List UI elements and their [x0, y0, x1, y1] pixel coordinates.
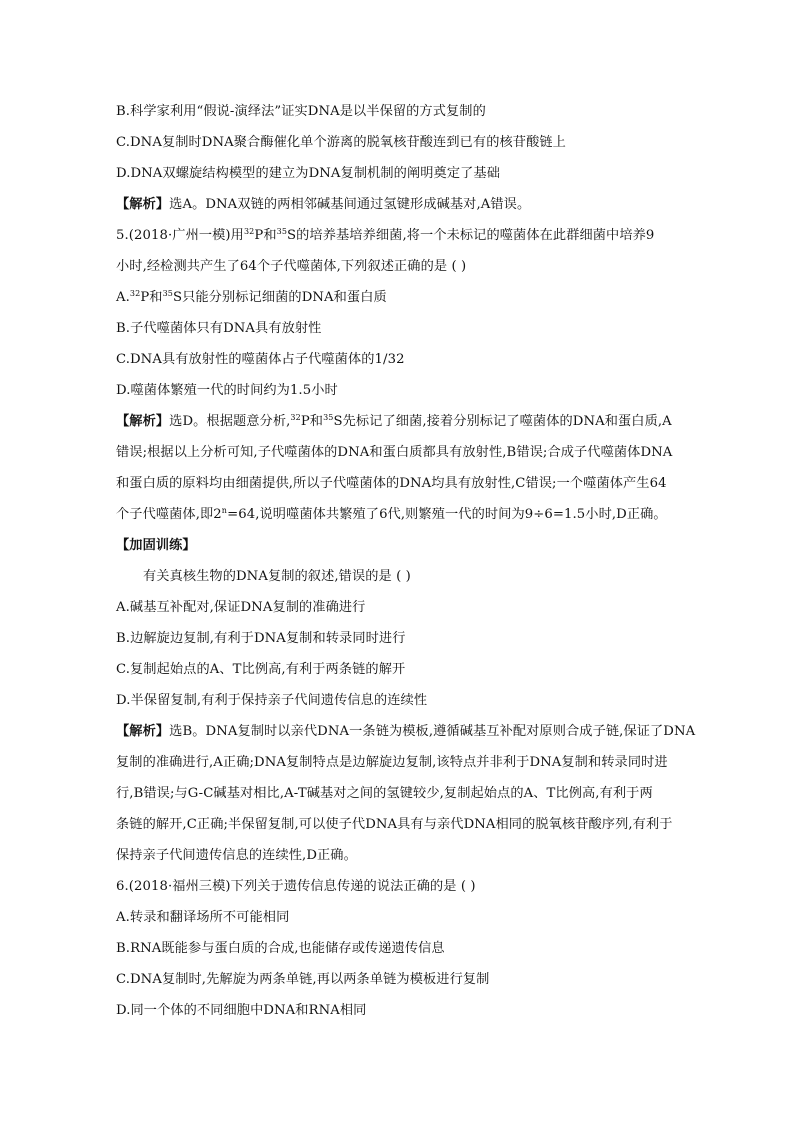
reinforcement-option-a: A.碱基互补配对,保证DNA复制的准确进行 — [116, 600, 366, 615]
q5-text-c: S的培养基培养细菌,将一个未标记的噬菌体在此群细菌中培养9 — [287, 228, 655, 243]
q5-analysis-line-2: 错误;根据以上分析可知,子代噬菌体的DNA和蛋白质都具有放射性,B错误;合成子代噬菌体DNA — [116, 445, 673, 460]
reinforcement-question: 有关真核生物的DNA复制的叙述,错误的是 ( ) — [143, 569, 411, 584]
option-b-line: B.科学家利用“假说-演绎法”证实DNA是以半保留的方式复制的 — [116, 104, 486, 119]
q5-analysis-c: S先标记了细菌,接着分别标记了噬菌体的DNA和蛋白质,A — [333, 414, 672, 429]
q5a-text-b: P和 — [140, 290, 163, 305]
q5a-sup-35: 35 — [162, 289, 173, 298]
q5-text-a: 5.(2018·广州一模)用 — [116, 228, 244, 243]
q5-analysis-a: 选D。根据题意分析, — [169, 414, 291, 429]
q5-sup-35: 35 — [276, 227, 288, 236]
q5-option-a — [116, 288, 716, 308]
q5-analysis-line-3: 和蛋白质的原料均由细菌提供,所以子代噬菌体的DNA均具有放射性,C错误;一个噬菌体产生64 — [116, 476, 667, 491]
reinforcement-option-d: D.半保留复制,有利于保持亲子代间遗传信息的连续性 — [116, 693, 428, 708]
q5a-text-c: S只能分别标记细菌的DNA和蛋白质 — [172, 290, 387, 305]
reinforcement-analysis-line-4: 条链的解开,C正确;半保留复制,可以使子代DNA具有与亲代DNA相同的脱氧核苷酸序列,有利于 — [116, 817, 673, 832]
q5-analysis-line-4 — [116, 505, 716, 525]
q5a-text-a: A. — [116, 290, 130, 305]
q5-option-d: D.噬菌体繁殖一代的时间约为1.5小时 — [116, 383, 338, 398]
reinforcement-analysis-line-5: 保持亲子代间遗传信息的连续性,D正确。 — [116, 848, 357, 863]
option-d-line: D.DNA双螺旋结构模型的建立为DNA复制机制的阐明奠定了基础 — [116, 166, 500, 181]
reinforcement-analysis-text: 选B。DNA复制时以亲代DNA一条链为模板,遵循碱基互补配对原则合成子链,保证了DNA — [169, 724, 696, 739]
question-5-line-2: 小时,经检测共产生了64个子代噬菌体,下列叙述正确的是 ( ) — [116, 259, 467, 274]
reinforcement-analysis-line-3: 行,B错误;与G-C碱基对相比,A-T碱基对之间的氢键较少,复制起始点的A、T比例高,有利于两 — [116, 786, 653, 801]
analysis-text: 选A。DNA双链的两相邻碱基间通过氢键形成碱基对,A错误。 — [169, 197, 531, 212]
reinforcement-option-c: C.复制起始点的A、T比例高,有利于两条链的解开 — [116, 662, 406, 677]
reinforcement-analysis-line-2: 复制的准确进行,A正确;DNA复制特点是边解旋边复制,该特点并非利于DNA复制和转录同时进 — [116, 755, 668, 770]
reinforcement-analysis-line-1 — [116, 722, 716, 742]
q5a-sup-32: 32 — [129, 289, 141, 298]
question-6-line: 6.(2018·福州三模)下列关于遗传信息传递的说法正确的是 ( ) — [116, 879, 476, 894]
q5-analysis-sup-35: 35 — [323, 413, 334, 422]
q6-option-c: C.DNA复制时,先解旋为两条单链,再以两条单链为模板进行复制 — [116, 972, 490, 987]
q5-option-c: C.DNA具有放射性的噬菌体占子代噬菌体的1/32 — [116, 352, 405, 367]
q6-option-b: B.RNA既能参与蛋白质的合成,也能储存或传递遗传信息 — [116, 941, 445, 956]
reinforcement-heading: 【加固训练】 — [116, 538, 196, 553]
reinforcement-option-b: B.边解旋边复制,有利于DNA复制和转录同时进行 — [116, 631, 406, 646]
reinforcement-analysis-label: 【解析】 — [116, 724, 170, 739]
q5-analysis-4b: =64,说明噬菌体共繁殖了6代,则繁殖一代的时间为9÷6=1.5小时,D正确。 — [227, 507, 667, 522]
analysis-line — [116, 195, 716, 215]
q5-analysis-label: 【解析】 — [116, 414, 170, 429]
q5-analysis-sup-n: n — [221, 506, 228, 515]
q6-option-d: D.同一个体的不同细胞中DNA和RNA相同 — [116, 1003, 367, 1018]
q6-option-a: A.转录和翻译场所不可能相同 — [116, 910, 290, 925]
option-c-line: C.DNA复制时DNA聚合酶催化单个游离的脱氧核苷酸连到已有的核苷酸链上 — [116, 135, 566, 150]
question-5-line-1 — [116, 226, 716, 246]
q5-analysis-4a: 个子代噬菌体,即2 — [116, 507, 222, 522]
q5-analysis-sup-32: 32 — [290, 413, 301, 422]
analysis-label: 【解析】 — [116, 197, 170, 212]
q5-text-b: P和 — [254, 228, 277, 243]
q5-analysis-line-1 — [116, 412, 716, 432]
q5-sup-32: 32 — [243, 227, 255, 236]
q5-analysis-b: P和 — [300, 414, 324, 429]
q5-option-b: B.子代噬菌体只有DNA具有放射性 — [116, 321, 322, 336]
